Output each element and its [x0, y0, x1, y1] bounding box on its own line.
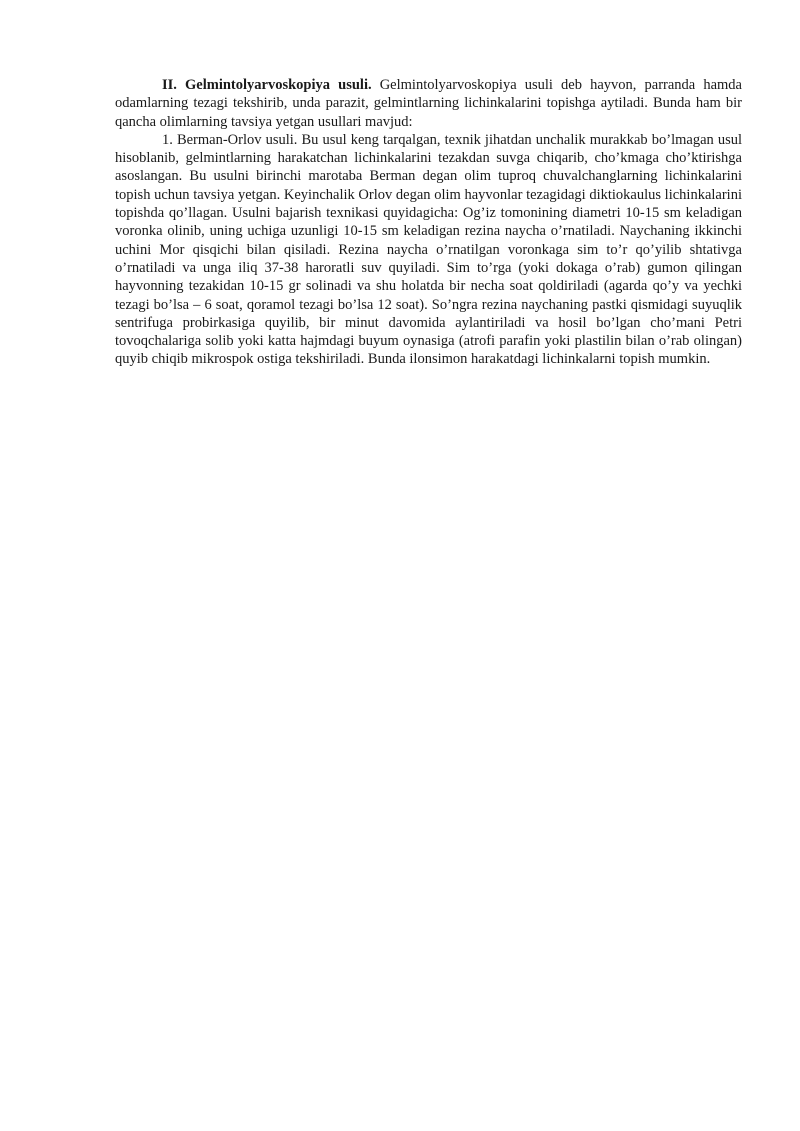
intro-text: Gelmintolyarvoskopiya usuli deb hayvon, parranda hamda odamlarning tezagi tekshirib, unda parazit, gelmintlarning lichinkalarini topishga aytiladi. Bunda ham bir qancha olimlarning tavsiya yetgan usullari mavjud: — [115, 77, 742, 130]
section-heading: II. Gelmintolyarvoskopiya usuli. — [162, 77, 372, 93]
method-1-paragraph: 1. Berman-Orlov usuli. Bu usul keng tarqalgan, texnik jihatdan unchalik murakkab bo’lmagan usul hisoblanib, gelmintlarning harakatchan lichinkalarini tezakdan suvga chiqarib, cho’kmaga cho’ktirishga asoslangan. Bu usulni birinchi marotaba Berman degan olim tuproq chuvalchanglarning lichinkalarini topish uchun tavsiya yetgan. Keyinchalik Orlov degan olim hayvonlar tezagidagi diktiokaulus lichinkalarini topishda qo’llagan. Usulni bajarish texnikasi quyidagicha: Og’iz tomonining diametri 10-15 sm keladigan voronka olinib, uning uchiga uzunligi 10-15 sm keladigan rezina naycha o’rnatiladi. Naychaning ikkinchi uchini Mor qisqichi bilan qisiladi. Rezina naycha o’rnatilgan voronkaga sim to’r qo’yilib shtativga o’rnatiladi va unga iliq 37-38 haroratli suv quyiladi. Sim to’rga (yoki dokaga o’rab) gumon qilingan hayvonning tezakidan 10-15 gr solinadi va shu holatda bir necha soat qoldiriladi (agarda qo’y va yechki tezagi bo’lsa – 6 soat, qoramol tezagi bo’lsa 12 soat). So’ngra rezina naychaning pastki qismidagi suyuqlik sentrifuga probirkasiga quyilib, bir minut davomida aylantiriladi va hosil bo’lgan cho’mani Petri tovoqchalariga solib yoki katta hajmdagi buyum oynasiga (atrofi parafin yoki plastilin bilan o’rab olingan) quyib chiqib mikrospok ostiga tekshiriladi. Bunda ilonsimon harakatdagi lichinkalarni topish mumkin. — [115, 131, 742, 368]
document-page — [115, 76, 742, 369]
intro-paragraph — [115, 76, 742, 131]
